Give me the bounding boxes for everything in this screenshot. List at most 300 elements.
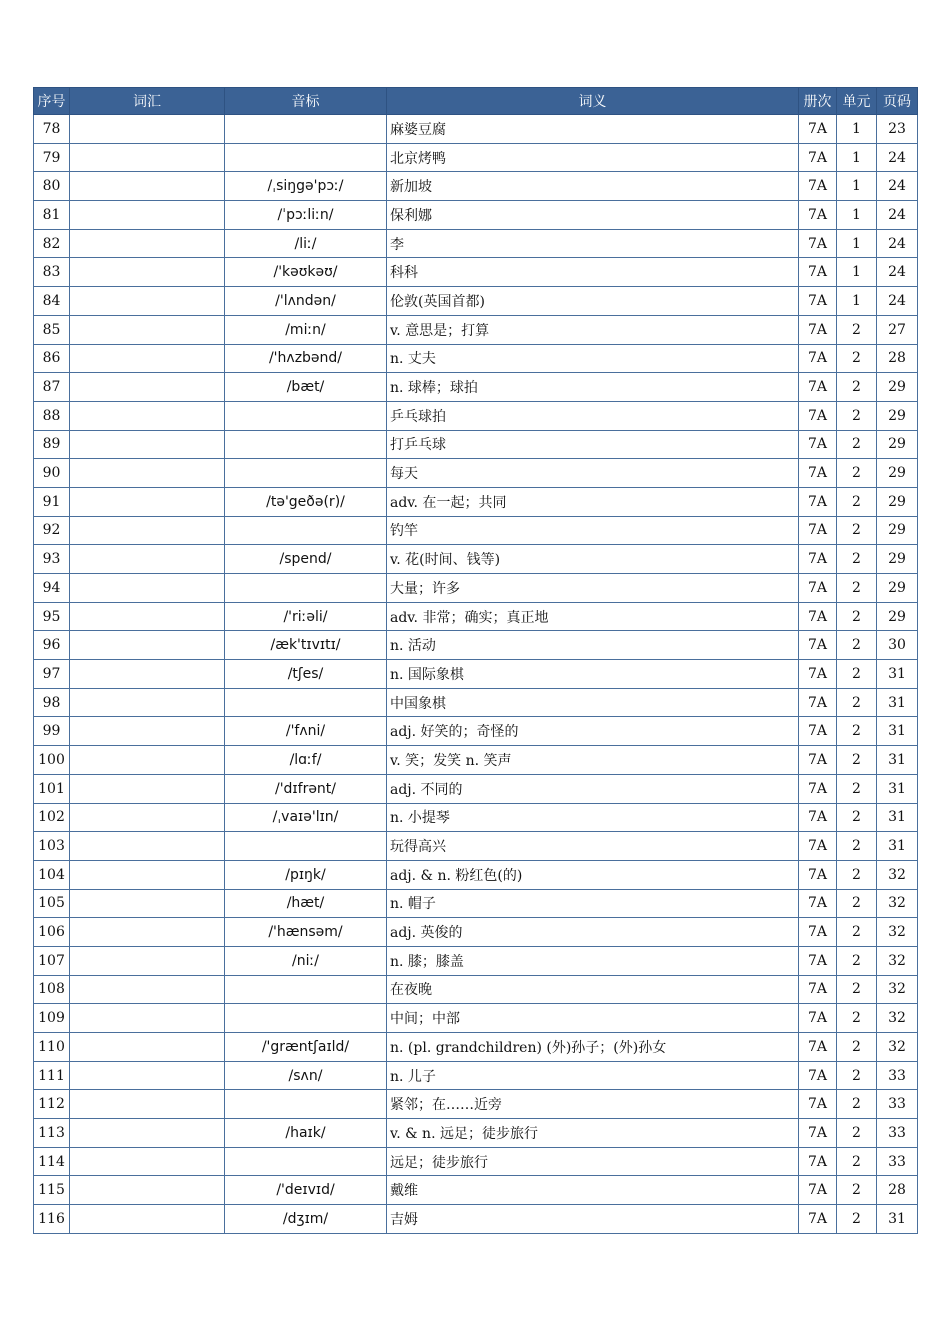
cell-no: 87 <box>34 373 70 402</box>
cell-phonetic: /sʌn/ <box>225 1061 387 1090</box>
cell-word <box>70 717 225 746</box>
cell-word <box>70 631 225 660</box>
cell-page: 31 <box>877 1205 918 1234</box>
cell-unit: 2 <box>837 459 877 488</box>
table-row <box>34 516 918 545</box>
cell-book: 7A <box>799 315 837 344</box>
cell-word <box>70 1176 225 1205</box>
cell-book: 7A <box>799 918 837 947</box>
cell-page: 31 <box>877 746 918 775</box>
cell-no: 108 <box>34 975 70 1004</box>
cell-meaning: 伦敦(英国首都) <box>387 287 799 316</box>
cell-book: 7A <box>799 860 837 889</box>
cell-book: 7A <box>799 172 837 201</box>
cell-unit: 2 <box>837 1176 877 1205</box>
cell-no: 109 <box>34 1004 70 1033</box>
cell-word <box>70 688 225 717</box>
cell-meaning: 李 <box>387 229 799 258</box>
cell-page: 32 <box>877 889 918 918</box>
cell-unit: 2 <box>837 889 877 918</box>
cell-meaning: n. 丈夫 <box>387 344 799 373</box>
cell-book: 7A <box>799 975 837 1004</box>
cell-no: 106 <box>34 918 70 947</box>
cell-meaning: adj. 不同的 <box>387 774 799 803</box>
cell-phonetic: /bæt/ <box>225 373 387 402</box>
cell-word <box>70 287 225 316</box>
cell-no: 102 <box>34 803 70 832</box>
cell-word <box>70 229 225 258</box>
cell-book: 7A <box>799 1147 837 1176</box>
cell-word <box>70 1033 225 1062</box>
cell-word <box>70 344 225 373</box>
cell-page: 24 <box>877 201 918 230</box>
cell-word <box>70 516 225 545</box>
cell-word <box>70 746 225 775</box>
cell-unit: 2 <box>837 574 877 603</box>
cell-meaning: adj. 英俊的 <box>387 918 799 947</box>
cell-meaning: 远足；徒步旅行 <box>387 1147 799 1176</box>
cell-meaning: 每天 <box>387 459 799 488</box>
cell-no: 115 <box>34 1176 70 1205</box>
cell-page: 30 <box>877 631 918 660</box>
cell-word <box>70 172 225 201</box>
cell-meaning: 保利娜 <box>387 201 799 230</box>
cell-no: 86 <box>34 344 70 373</box>
cell-word <box>70 1147 225 1176</box>
cell-phonetic <box>225 1004 387 1033</box>
table-row <box>34 717 918 746</box>
cell-book: 7A <box>799 832 837 861</box>
cell-meaning: n. (pl. grandchildren) (外)孙子；(外)孙女 <box>387 1033 799 1062</box>
cell-no: 114 <box>34 1147 70 1176</box>
cell-book: 7A <box>799 602 837 631</box>
cell-unit: 2 <box>837 975 877 1004</box>
cell-meaning: n. 小提琴 <box>387 803 799 832</box>
cell-meaning: 戴维 <box>387 1176 799 1205</box>
cell-page: 29 <box>877 401 918 430</box>
cell-no: 82 <box>34 229 70 258</box>
cell-phonetic: /tʃes/ <box>225 660 387 689</box>
table-row <box>34 889 918 918</box>
cell-no: 85 <box>34 315 70 344</box>
cell-page: 32 <box>877 918 918 947</box>
cell-book: 7A <box>799 1004 837 1033</box>
header-phonetic: 音标 <box>225 88 387 115</box>
cell-no: 83 <box>34 258 70 287</box>
cell-phonetic: /'riːəli/ <box>225 602 387 631</box>
table-row <box>34 115 918 144</box>
cell-phonetic <box>225 516 387 545</box>
cell-book: 7A <box>799 344 837 373</box>
cell-unit: 2 <box>837 1090 877 1119</box>
cell-unit: 2 <box>837 746 877 775</box>
cell-no: 104 <box>34 860 70 889</box>
table-row <box>34 201 918 230</box>
table-row <box>34 373 918 402</box>
cell-book: 7A <box>799 889 837 918</box>
cell-meaning: v. & n. 远足；徒步旅行 <box>387 1119 799 1148</box>
cell-no: 81 <box>34 201 70 230</box>
cell-unit: 1 <box>837 115 877 144</box>
cell-book: 7A <box>799 1119 837 1148</box>
cell-word <box>70 975 225 1004</box>
cell-book: 7A <box>799 143 837 172</box>
cell-word <box>70 1061 225 1090</box>
cell-word <box>70 918 225 947</box>
cell-meaning: 钓竿 <box>387 516 799 545</box>
cell-no: 111 <box>34 1061 70 1090</box>
table-row <box>34 832 918 861</box>
cell-phonetic <box>225 574 387 603</box>
cell-phonetic: /liː/ <box>225 229 387 258</box>
cell-meaning: 北京烤鸭 <box>387 143 799 172</box>
cell-page: 24 <box>877 143 918 172</box>
header-row <box>34 88 918 115</box>
cell-no: 95 <box>34 602 70 631</box>
table-row <box>34 258 918 287</box>
cell-phonetic <box>225 430 387 459</box>
table-row <box>34 746 918 775</box>
cell-unit: 2 <box>837 401 877 430</box>
cell-book: 7A <box>799 1061 837 1090</box>
table-row <box>34 172 918 201</box>
cell-phonetic: /miːn/ <box>225 315 387 344</box>
cell-meaning: adj. & n. 粉红色(的) <box>387 860 799 889</box>
cell-unit: 2 <box>837 315 877 344</box>
cell-phonetic: /haɪk/ <box>225 1119 387 1148</box>
table-row <box>34 774 918 803</box>
cell-meaning: 吉姆 <box>387 1205 799 1234</box>
cell-word <box>70 487 225 516</box>
cell-no: 99 <box>34 717 70 746</box>
cell-word <box>70 1205 225 1234</box>
cell-meaning: adj. 好笑的；奇怪的 <box>387 717 799 746</box>
cell-page: 29 <box>877 545 918 574</box>
cell-meaning: v. 笑；发笑 n. 笑声 <box>387 746 799 775</box>
cell-word <box>70 803 225 832</box>
table-row <box>34 1090 918 1119</box>
header-no: 序号 <box>34 88 70 115</box>
cell-word <box>70 143 225 172</box>
cell-word <box>70 1004 225 1033</box>
cell-unit: 1 <box>837 201 877 230</box>
cell-phonetic: /tə'geðə(r)/ <box>225 487 387 516</box>
cell-word <box>70 1119 225 1148</box>
cell-page: 23 <box>877 115 918 144</box>
cell-word <box>70 946 225 975</box>
cell-page: 32 <box>877 1004 918 1033</box>
cell-book: 7A <box>799 1205 837 1234</box>
cell-meaning: n. 膝；膝盖 <box>387 946 799 975</box>
cell-meaning: n. 帽子 <box>387 889 799 918</box>
cell-unit: 2 <box>837 430 877 459</box>
cell-phonetic <box>225 832 387 861</box>
cell-no: 78 <box>34 115 70 144</box>
cell-page: 28 <box>877 344 918 373</box>
cell-no: 88 <box>34 401 70 430</box>
cell-unit: 2 <box>837 516 877 545</box>
cell-phonetic <box>225 1147 387 1176</box>
cell-no: 80 <box>34 172 70 201</box>
cell-unit: 2 <box>837 860 877 889</box>
cell-meaning: adv. 在一起；共同 <box>387 487 799 516</box>
table-row <box>34 660 918 689</box>
cell-unit: 2 <box>837 631 877 660</box>
cell-phonetic <box>225 1090 387 1119</box>
table-row <box>34 487 918 516</box>
cell-phonetic: /hæt/ <box>225 889 387 918</box>
cell-book: 7A <box>799 946 837 975</box>
cell-meaning: 打乒乓球 <box>387 430 799 459</box>
table-row <box>34 459 918 488</box>
cell-phonetic <box>225 975 387 1004</box>
cell-phonetic: /'fʌni/ <box>225 717 387 746</box>
cell-book: 7A <box>799 688 837 717</box>
cell-word <box>70 889 225 918</box>
cell-unit: 1 <box>837 172 877 201</box>
cell-meaning: v. 意思是；打算 <box>387 315 799 344</box>
cell-unit: 2 <box>837 774 877 803</box>
cell-phonetic: /'hænsəm/ <box>225 918 387 947</box>
header-unit: 单元 <box>837 88 877 115</box>
cell-page: 24 <box>877 258 918 287</box>
cell-unit: 2 <box>837 688 877 717</box>
table-row <box>34 143 918 172</box>
cell-no: 113 <box>34 1119 70 1148</box>
cell-phonetic: /dʒɪm/ <box>225 1205 387 1234</box>
cell-meaning: 科科 <box>387 258 799 287</box>
cell-meaning: v. 花(时间、钱等) <box>387 545 799 574</box>
cell-book: 7A <box>799 115 837 144</box>
cell-page: 24 <box>877 229 918 258</box>
cell-meaning: n. 活动 <box>387 631 799 660</box>
cell-page: 24 <box>877 287 918 316</box>
cell-book: 7A <box>799 516 837 545</box>
cell-no: 100 <box>34 746 70 775</box>
cell-no: 93 <box>34 545 70 574</box>
table-row <box>34 545 918 574</box>
cell-unit: 2 <box>837 803 877 832</box>
cell-phonetic <box>225 401 387 430</box>
cell-no: 96 <box>34 631 70 660</box>
cell-page: 31 <box>877 803 918 832</box>
cell-word <box>70 1090 225 1119</box>
table-row <box>34 860 918 889</box>
cell-book: 7A <box>799 746 837 775</box>
cell-phonetic: /æk'tɪvɪtɪ/ <box>225 631 387 660</box>
cell-unit: 1 <box>837 143 877 172</box>
cell-meaning: n. 国际象棋 <box>387 660 799 689</box>
cell-unit: 2 <box>837 545 877 574</box>
header-word: 词汇 <box>70 88 225 115</box>
cell-word <box>70 774 225 803</box>
cell-no: 116 <box>34 1205 70 1234</box>
table-row <box>34 1004 918 1033</box>
cell-unit: 2 <box>837 344 877 373</box>
cell-page: 28 <box>877 1176 918 1205</box>
cell-unit: 2 <box>837 1205 877 1234</box>
cell-page: 29 <box>877 516 918 545</box>
table-row <box>34 1205 918 1234</box>
cell-meaning: 大量；许多 <box>387 574 799 603</box>
cell-phonetic: /'kəʊkəʊ/ <box>225 258 387 287</box>
cell-no: 107 <box>34 946 70 975</box>
cell-unit: 2 <box>837 487 877 516</box>
cell-meaning: 乒乓球拍 <box>387 401 799 430</box>
table-row <box>34 401 918 430</box>
cell-word <box>70 660 225 689</box>
cell-book: 7A <box>799 574 837 603</box>
cell-no: 101 <box>34 774 70 803</box>
table-body <box>34 115 918 1234</box>
cell-page: 33 <box>877 1061 918 1090</box>
table-row <box>34 803 918 832</box>
table-row <box>34 344 918 373</box>
cell-book: 7A <box>799 660 837 689</box>
table-row <box>34 574 918 603</box>
table-row <box>34 1033 918 1062</box>
cell-phonetic <box>225 688 387 717</box>
cell-page: 33 <box>877 1090 918 1119</box>
cell-meaning: 中间；中部 <box>387 1004 799 1033</box>
cell-no: 84 <box>34 287 70 316</box>
cell-phonetic: /lɑːf/ <box>225 746 387 775</box>
cell-unit: 2 <box>837 660 877 689</box>
cell-page: 31 <box>877 832 918 861</box>
cell-book: 7A <box>799 1033 837 1062</box>
cell-book: 7A <box>799 1176 837 1205</box>
cell-word <box>70 258 225 287</box>
cell-page: 29 <box>877 574 918 603</box>
cell-no: 105 <box>34 889 70 918</box>
cell-page: 32 <box>877 946 918 975</box>
cell-no: 89 <box>34 430 70 459</box>
cell-phonetic <box>225 143 387 172</box>
cell-word <box>70 430 225 459</box>
cell-book: 7A <box>799 401 837 430</box>
table-row <box>34 602 918 631</box>
cell-unit: 2 <box>837 1004 877 1033</box>
cell-unit: 2 <box>837 946 877 975</box>
cell-page: 27 <box>877 315 918 344</box>
cell-phonetic: /ˈpɔːliːn/ <box>225 201 387 230</box>
cell-phonetic: /spend/ <box>225 545 387 574</box>
header-page: 页码 <box>877 88 918 115</box>
cell-phonetic: /'græntʃaɪld/ <box>225 1033 387 1062</box>
cell-page: 31 <box>877 717 918 746</box>
cell-book: 7A <box>799 430 837 459</box>
cell-phonetic: /'hʌzbənd/ <box>225 344 387 373</box>
cell-unit: 2 <box>837 602 877 631</box>
cell-word <box>70 832 225 861</box>
cell-no: 110 <box>34 1033 70 1062</box>
table-row <box>34 430 918 459</box>
cell-page: 33 <box>877 1147 918 1176</box>
cell-unit: 1 <box>837 229 877 258</box>
cell-meaning: n. 儿子 <box>387 1061 799 1090</box>
cell-page: 29 <box>877 430 918 459</box>
table-row <box>34 946 918 975</box>
cell-page: 29 <box>877 373 918 402</box>
cell-no: 91 <box>34 487 70 516</box>
table-row <box>34 1061 918 1090</box>
cell-unit: 1 <box>837 258 877 287</box>
cell-unit: 2 <box>837 918 877 947</box>
cell-meaning: 在夜晚 <box>387 975 799 1004</box>
cell-word <box>70 602 225 631</box>
cell-page: 31 <box>877 660 918 689</box>
cell-word <box>70 315 225 344</box>
cell-no: 112 <box>34 1090 70 1119</box>
cell-meaning: 新加坡 <box>387 172 799 201</box>
cell-meaning: n. 球棒；球拍 <box>387 373 799 402</box>
cell-page: 32 <box>877 1033 918 1062</box>
cell-no: 94 <box>34 574 70 603</box>
header-book: 册次 <box>799 88 837 115</box>
cell-phonetic <box>225 115 387 144</box>
table-row <box>34 229 918 258</box>
cell-book: 7A <box>799 545 837 574</box>
cell-phonetic: /pɪŋk/ <box>225 860 387 889</box>
cell-word <box>70 373 225 402</box>
cell-book: 7A <box>799 803 837 832</box>
cell-book: 7A <box>799 717 837 746</box>
cell-word <box>70 860 225 889</box>
cell-phonetic <box>225 459 387 488</box>
cell-word <box>70 201 225 230</box>
cell-word <box>70 574 225 603</box>
table-row <box>34 1176 918 1205</box>
cell-book: 7A <box>799 459 837 488</box>
cell-word <box>70 545 225 574</box>
cell-book: 7A <box>799 373 837 402</box>
cell-unit: 2 <box>837 1033 877 1062</box>
cell-no: 97 <box>34 660 70 689</box>
cell-book: 7A <box>799 258 837 287</box>
cell-phonetic: /niː/ <box>225 946 387 975</box>
cell-page: 29 <box>877 602 918 631</box>
table-row <box>34 975 918 1004</box>
header-meaning: 词义 <box>387 88 799 115</box>
cell-page: 31 <box>877 688 918 717</box>
table-row <box>34 1147 918 1176</box>
cell-no: 98 <box>34 688 70 717</box>
cell-unit: 2 <box>837 1119 877 1148</box>
table-row <box>34 631 918 660</box>
cell-word <box>70 115 225 144</box>
table-row <box>34 315 918 344</box>
vocabulary-table <box>33 87 918 1234</box>
cell-page: 29 <box>877 459 918 488</box>
cell-unit: 2 <box>837 1147 877 1176</box>
cell-page: 32 <box>877 860 918 889</box>
cell-unit: 2 <box>837 832 877 861</box>
cell-phonetic: /ˌsiŋgə'pɔː/ <box>225 172 387 201</box>
cell-meaning: 中国象棋 <box>387 688 799 717</box>
cell-unit: 2 <box>837 1061 877 1090</box>
cell-no: 103 <box>34 832 70 861</box>
cell-unit: 2 <box>837 373 877 402</box>
cell-meaning: adv. 非常；确实；真正地 <box>387 602 799 631</box>
cell-no: 92 <box>34 516 70 545</box>
cell-phonetic: /'deɪvɪd/ <box>225 1176 387 1205</box>
cell-book: 7A <box>799 287 837 316</box>
cell-book: 7A <box>799 631 837 660</box>
cell-phonetic: /'dɪfrənt/ <box>225 774 387 803</box>
cell-meaning: 紧邻；在……近旁 <box>387 1090 799 1119</box>
table-row <box>34 918 918 947</box>
table-row <box>34 688 918 717</box>
